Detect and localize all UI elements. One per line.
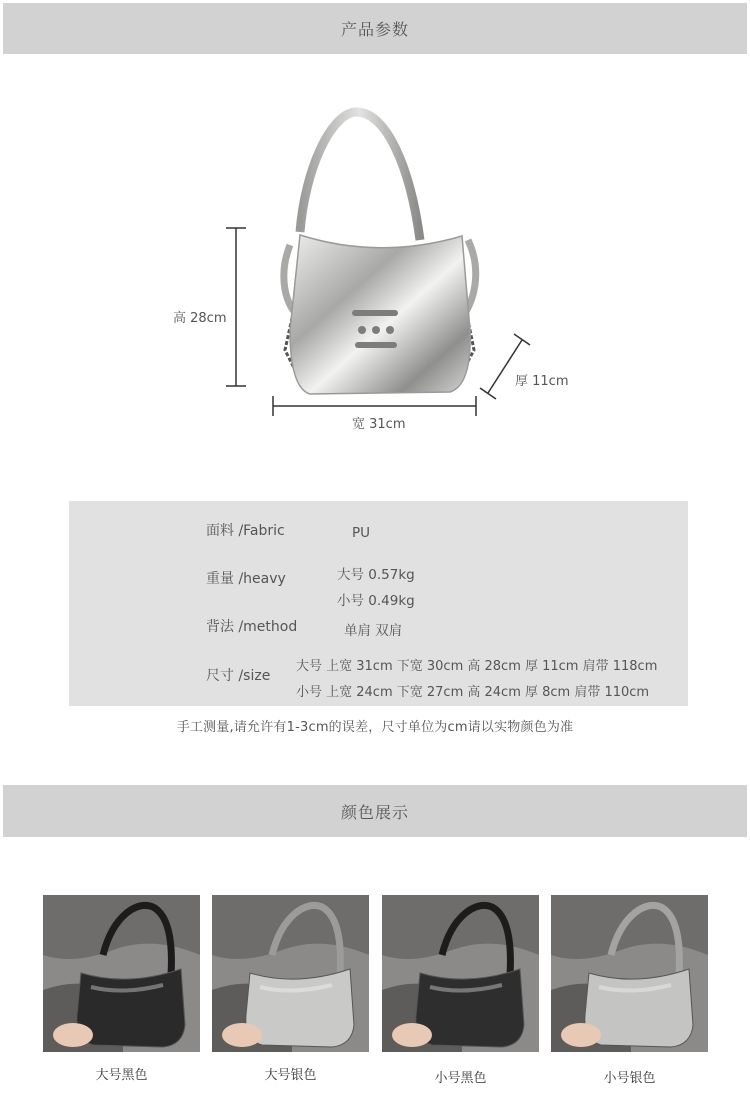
variant-label: 大号银色 — [264, 1068, 317, 1083]
depth-label: 厚 11cm — [515, 374, 569, 389]
variant-label: 大号黑色 — [95, 1068, 148, 1083]
weight-large: 大号 0.57kg — [337, 567, 415, 583]
section-title-params: 产品参数 — [3, 3, 747, 54]
method-value: 单肩 双肩 — [344, 623, 403, 639]
variant-swatch[interactable] — [551, 895, 708, 1052]
method-label: 背法 /method — [206, 619, 298, 635]
variant-label: 小号银色 — [603, 1071, 656, 1086]
product-image — [160, 100, 580, 440]
spec-table — [69, 501, 688, 706]
measurement-note: 手工测量,请允许有1-3cm的误差，尺寸单位为cm请以实物颜色为准 — [176, 720, 574, 735]
size-large: 大号 上宽 31cm 下宽 30cm 高 28cm 厚 11cm 肩带 118cm — [296, 659, 658, 674]
size-label: 尺寸 /size — [206, 668, 271, 684]
fabric-label: 面料 /Fabric — [206, 523, 285, 539]
variant-label: 小号黑色 — [434, 1071, 487, 1086]
section-title-colors: 颜色展示 — [3, 785, 747, 837]
fabric-value: PU — [352, 525, 371, 541]
width-label: 宽 31cm — [352, 417, 406, 432]
variant-swatch[interactable] — [382, 895, 539, 1052]
size-small: 小号 上宽 24cm 下宽 27cm 高 24cm 厚 8cm 肩带 110cm — [296, 685, 650, 700]
height-label: 高 28cm — [173, 311, 227, 326]
variant-swatch[interactable] — [212, 895, 369, 1052]
weight-label: 重量 /heavy — [206, 571, 286, 587]
variant-swatch[interactable] — [43, 895, 200, 1052]
weight-small: 小号 0.49kg — [337, 593, 415, 609]
